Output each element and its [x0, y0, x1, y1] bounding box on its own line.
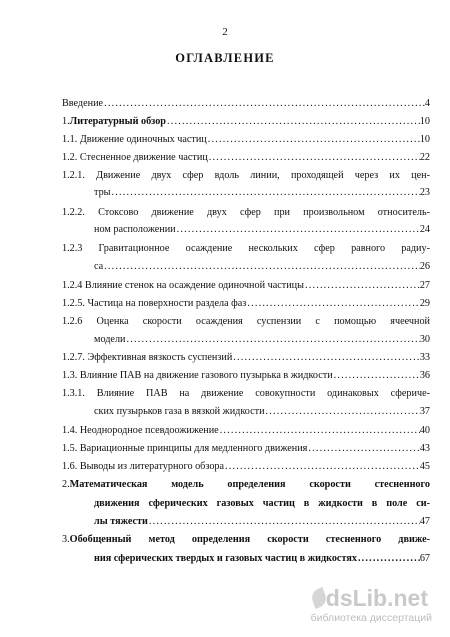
toc-title: ОГЛАВЛЕНИЕ	[175, 51, 275, 65]
toc-entry-1-3-1[interactable]: 1.3.1. Влияние ПАВ на движение совокупности одинаковых сфериче-	[62, 388, 430, 399]
toc-entry-1-2-7[interactable]: 1.2.7. Эффективная вязкость суспензий ..... 33	[62, 351, 430, 365]
toc-entry-1-6[interactable]: 1.6. Выводы из литературного обзора ..... 45	[62, 460, 430, 474]
toc-entry-1-2[interactable]: 1.2. Стесненное движение частиц ..... 22	[62, 151, 430, 165]
toc-entry-1-2-1-cont[interactable]: тры ..... 23	[62, 186, 430, 200]
toc-entry-1-5[interactable]: 1.5. Вариационные принципы для медленного движения ..... 43	[62, 442, 430, 456]
toc-entry-1-2-1[interactable]: 1.2.1. Движение двух сфер вдоль линии, проходящей через их цен-	[62, 170, 430, 181]
toc-entry-intro[interactable]: Введение ..... 4	[62, 97, 430, 111]
toc-entry-1-4[interactable]: 1.4. Неоднородное псевдоожижение ..... 40	[62, 424, 430, 438]
toc-entry-1-3[interactable]: 1.3. Влияние ПАВ на движение газового пузырька в жидкости ..... 36	[62, 369, 430, 383]
toc-entry-1-2-6-cont[interactable]: модели ..... 30	[62, 333, 430, 347]
watermark-logo: dsLib.net	[325, 585, 428, 611]
toc-entry-2-cont[interactable]: движения сферических газовых частиц в жидкости в поле си-	[94, 498, 430, 509]
toc-entry-1[interactable]: 1. Литературный обзор ..... 10	[62, 115, 430, 129]
toc-entry-1-2-4[interactable]: 1.2.4 Влияние стенок на осаждение одиночной частицы ..... 27	[62, 279, 430, 293]
toc-entry-3[interactable]: 3. Обобщенный метод определения скорости стесненного движе-	[62, 534, 430, 545]
toc-entry-1-3-1-cont[interactable]: ских пузырьков газа в вязкой жидкости ..... 37	[62, 405, 430, 419]
toc-entry-2[interactable]: 2. Математическая модель определения скорости стесненного	[62, 479, 430, 490]
toc-entry-3-cont[interactable]: ния сферических твердых и газовых частиц в жидкостях ..... 67	[62, 552, 430, 566]
toc-entry-1-2-3[interactable]: 1.2.3 Гравитационное осаждение нескольких сфер равного радиу-	[62, 243, 430, 254]
toc-entry-1-2-2-cont[interactable]: ном расположении ..... 24	[62, 223, 430, 237]
toc-entry-1-1[interactable]: 1.1. Движение одиночных частиц ..... 10	[62, 133, 430, 147]
toc-entry-1-2-5[interactable]: 1.2.5. Частица на поверхности раздела фаз ..... 29	[62, 297, 430, 311]
toc-entry-1-2-2[interactable]: 1.2.2. Стоксово движение двух сфер при произвольном относитель-	[62, 207, 430, 218]
watermark	[310, 585, 432, 629]
watermark-subtitle: библиотека диссертаций	[310, 612, 432, 624]
page-number: 2	[222, 26, 228, 38]
toc-entry-1-2-3-cont[interactable]: са ..... 26	[62, 260, 430, 274]
toc-entry-2-cont2[interactable]: лы тяжести ..... 47	[62, 515, 430, 529]
toc-entry-1-2-6[interactable]: 1.2.6 Оценка скорости осаждения суспензии с помощью ячеечной	[62, 316, 430, 327]
